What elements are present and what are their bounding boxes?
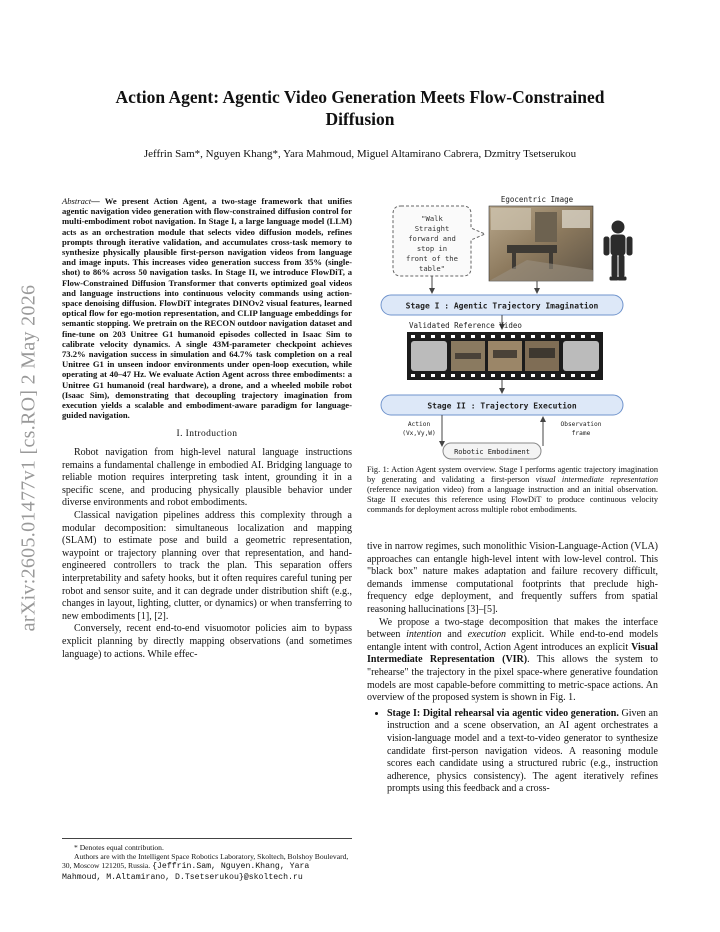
footnote	[62, 838, 352, 882]
left-column	[62, 196, 352, 661]
abstract-label: Abstract	[62, 196, 92, 206]
figure-1-caption: Fig. 1: Action Agent system overview. Stage I performs agentic trajectory imagination by generating and validating a first-person visual intermediate representation (reference navigation video) from a language instruction and an initial observation. Stage II executes this reference using FlowDiT to produce continuous velocity commands for deployment across multiple robot embodiments.	[367, 465, 658, 514]
figure-1-diagram	[367, 190, 658, 462]
author-list: Jeffrin Sam*, Nguyen Khang*, Yara Mahmoud, Miguel Altamirano Cabrera, Dzmitry Tsetserukou	[143, 148, 577, 160]
arxiv-stamp: arXiv:2605.01477v1 [cs.RO] 2 May 2026	[17, 284, 40, 632]
paper-title	[60, 86, 660, 130]
intro-paragraph: Robot navigation from high-level natural language instructions remains a fundamental challenge in embodied AI. Bridging language to reliable motion requires interpreting task intent, grounding it in a specific scene, and producing physically plausible behavior under diverse environments and robot embodiments.	[62, 447, 352, 509]
speech-line: forward and	[408, 234, 456, 243]
speech-line: stop in	[416, 244, 448, 253]
speech-line: "Walk	[421, 214, 443, 223]
abstract-text: — We present Action Agent, a two-stage framework that unifies agentic navigation video generation with flow-constrained diffusion control for multi-embodiment robot navigation. In Stage I, a large language model (LLM) acts as an orchestration module that selects video diffusion models, refines prompts through iterative validation, and accumulates cross-task memory to synthesize physically plausible first-person navigation videos from language and image inputs. This increases video generation success from 35% (single-shot) to 86% across 50 navigation tasks. In Stage II, we introduce FlowDiT, a Flow-Constrained Diffusion Transformer that converts optimized goal videos and language instructions into continuous velocity commands using action-space denoising diffusion. FlowDiT integrates DINOv2 visual features, learned optical flow for ego-motion representation, and CLIP language embeddings for semantic stopping. We pretrain on the RECON outdoor navigation dataset and fine-tune on 203 Unitree G1 humanoid episodes collected in Isaac Sim to calibrate velocity dynamics. A single 43M-parameter checkpoint achieves 73.2% navigation success in simulation and 64.7% task completion on a real Unitree G1 in unseen indoor environments under open-loop execution, while operating at 40–47 Hz. We evaluate Action Agent across three embodiments: a Unitree G1 humanoid (real hardware), a drone, and a wheeled mobile robot (Isaac Sim), demonstrating that decoupling trajectory imagination from execution yields a scalable and embodiment-aware paradigm for language-guided navigation.	[62, 196, 352, 421]
humanoid-robot	[604, 221, 632, 280]
action-label: Action	[407, 421, 431, 428]
title-line-2: Diffusion	[325, 109, 395, 129]
right-column	[367, 541, 658, 796]
section-heading-introduction: I. Introduction	[176, 429, 238, 440]
stage-1-label: Stage I : Agentic Trajectory Imagination	[405, 301, 599, 311]
footnote-affiliation: Authors are with the Intelligent Space Robotics Laboratory, Skoltech, Bolshoy Boulevard, 30, Moscow 121205, Russia.	[62, 852, 349, 871]
body-paragraph: tive in narrow regimes, such monolithic Vision-Language-Action (VLA) approaches can entangle high-level intent with low-level control. This "black box" nature makes adaptation and failure recovery difficult, demands immense computational footprints that preclude high-frequency edge deployment, and frequently suffers from spatial reasoning hallucinations [3]–[5].	[367, 541, 658, 615]
validated-video-label: Validated Reference Video	[409, 321, 522, 330]
intro-paragraph: Conversely, recent end-to-end visuomotor policies aim to bypass explicit planning by directly mapping observations (and sometimes language) to actions. While effec-	[62, 623, 352, 660]
abstract	[62, 196, 352, 420]
egocentric-image-label: Egocentric Image	[500, 195, 574, 204]
action-vector-label: (Vx,Vy,W)	[402, 430, 436, 437]
footnote-emails: {Jeffrin.Sam, Nguyen.Khang, Yara Mahmoud, M.Altamirano, D.Tsetserukou}@skoltech.ru	[62, 862, 310, 882]
observation-frame-label: frame	[571, 430, 591, 437]
reference-video-filmstrip	[407, 332, 603, 380]
observation-label: Observation	[560, 421, 602, 428]
speech-line: Straight	[414, 224, 450, 233]
stage-2-label: Stage II : Trajectory Execution	[427, 401, 577, 411]
speech-line: front of the	[406, 254, 458, 263]
egocentric-image	[489, 206, 593, 281]
title-line-1: Action Agent: Agentic Video Generation Meets Flow-Constrained	[115, 87, 605, 107]
robotic-embodiment-label: Robotic Embodiment	[454, 448, 530, 456]
footnote-equal-contribution: * Denotes equal contribution.	[74, 843, 164, 852]
contribution-list	[367, 708, 658, 796]
body-paragraph: We propose a two-stage decomposition that makes the interface between intention and execution explicit. While end-to-end models entangle intent with control, Action Agent introduces an explicit Visual Intermediate Representation (VIR). This allows the system to "rehearse" the trajectory in the pixel space-where generative foundation models are most capable-before committing to metric-space actions. An overview of the proposed system is shown in Fig. 1.	[367, 616, 658, 704]
speech-line: table"	[419, 264, 445, 273]
list-item: • Stage I: Digital rehearsal via agentic video generation. Given an instruction and a scene observation, an AI agent orchestrates a vision-language model and a text-to-video generator to synthesize candidate first-person navigation videos. A reasoning module scores each candidate using a structured rubric (e.g., instruction adherence, physics consistency). The agent iteratively refines prompts using this feedback and a cross-	[387, 708, 658, 796]
intro-paragraph: Classical navigation pipelines address this complexity through a modular decomposition: simultaneous localization and mapping (SLAM) to estimate pose and build a geometric representation, waypoint or trajectory planning over that representation, and hand-engineered controllers to track the plan. This separation offers interpretability and safety hooks, but it often requires careful tuning per robot and sensor suite, and it can degrade under distribution shift (e.g., changes in layout, lighting, clutter, or dynamics) or when transferring to new embodiments [1], [2].	[62, 510, 352, 622]
